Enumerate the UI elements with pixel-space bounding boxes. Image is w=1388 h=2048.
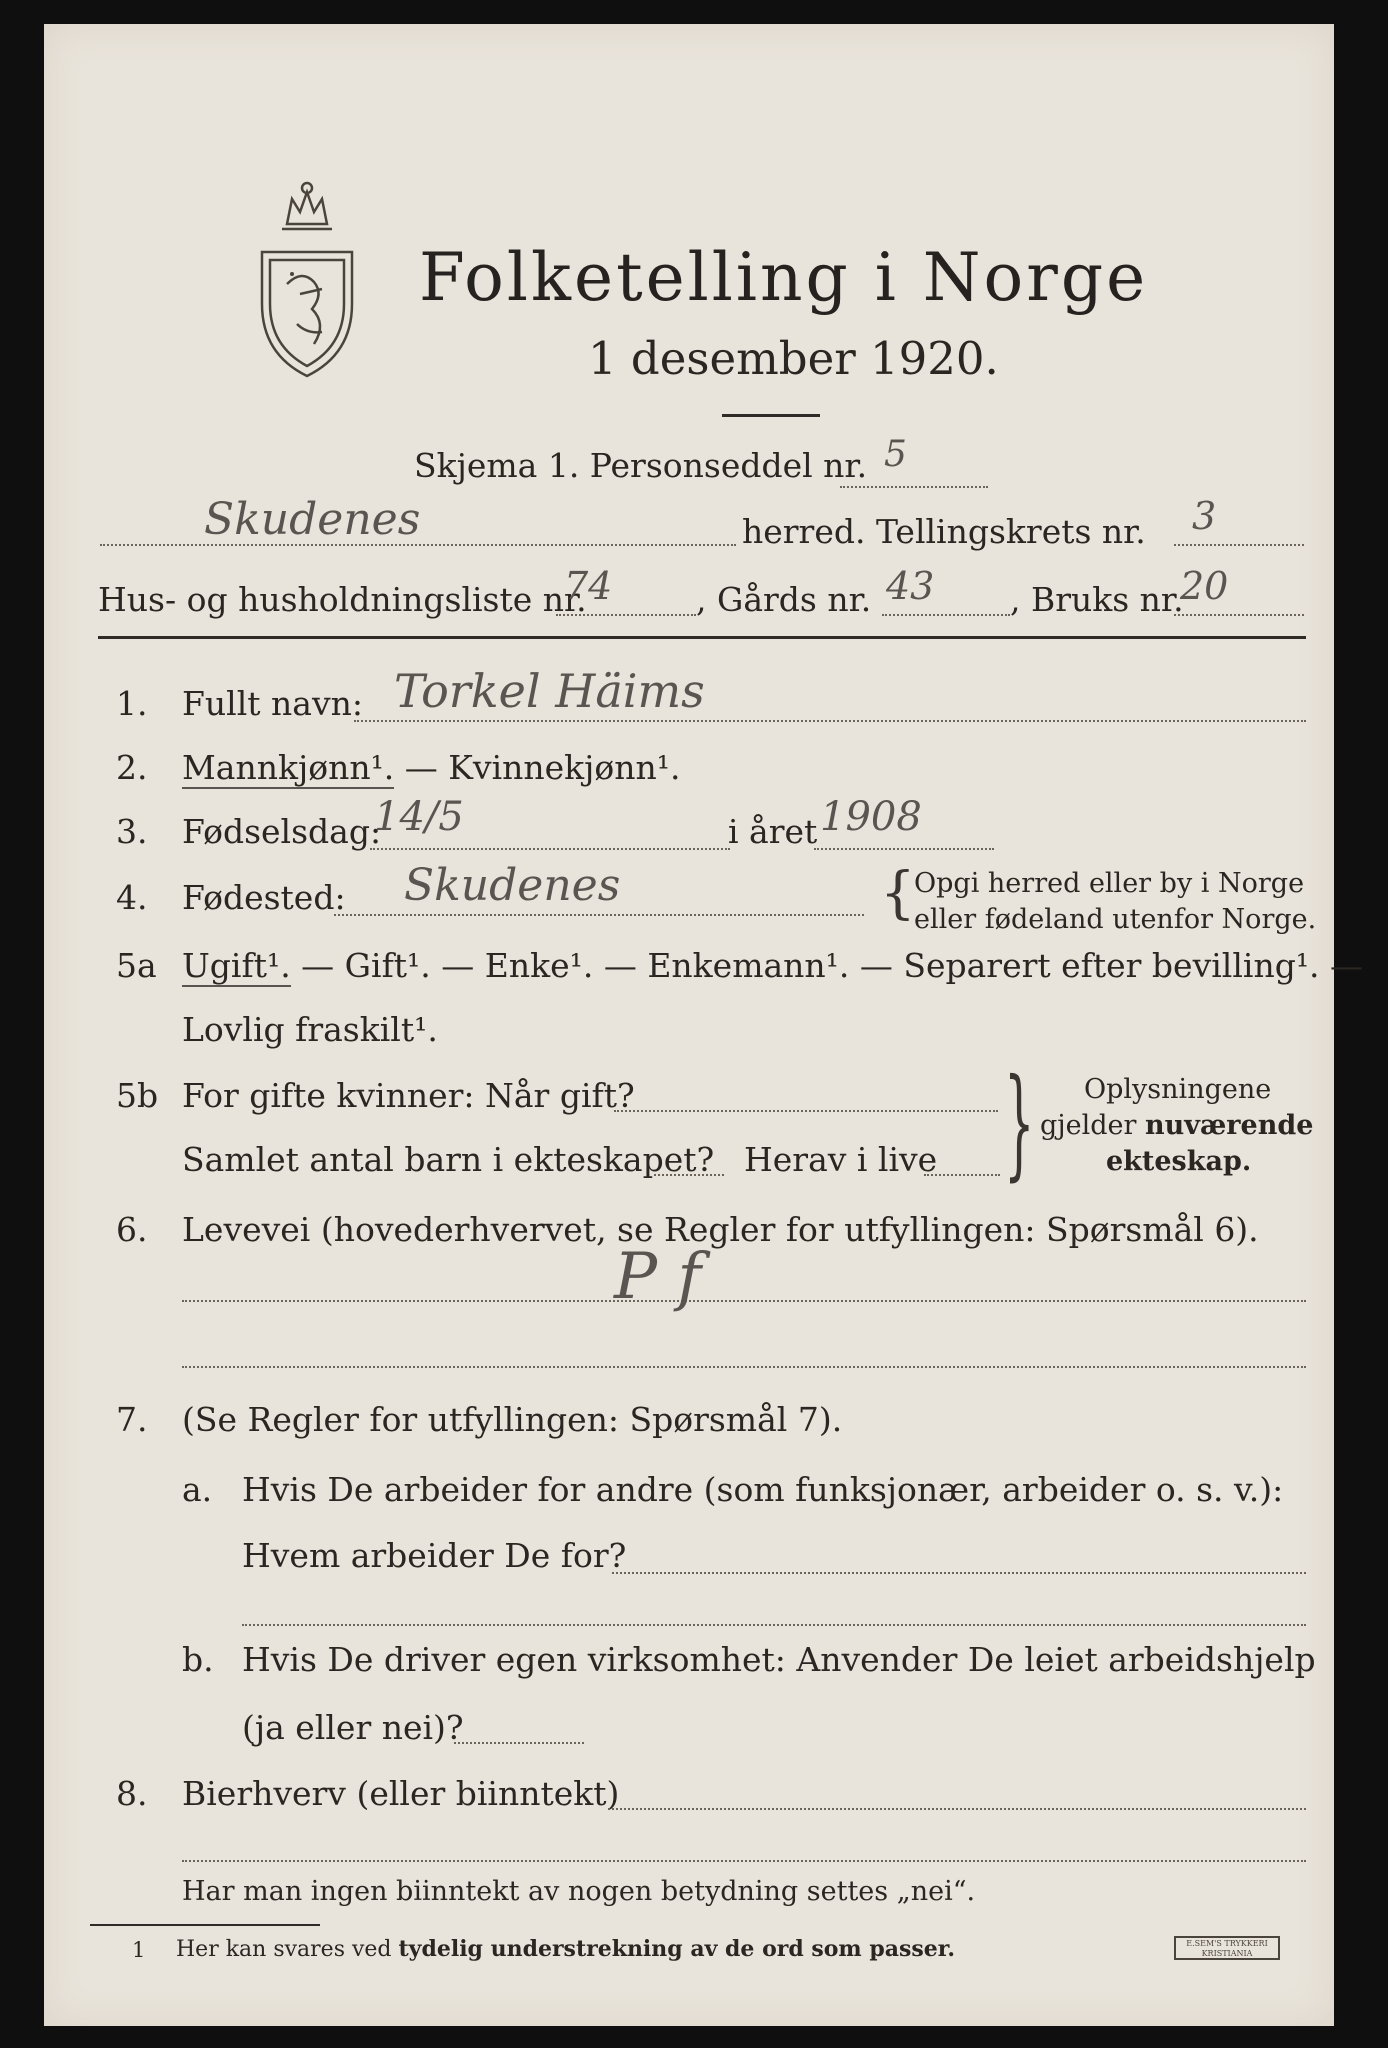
bruks-nr-field[interactable] xyxy=(1174,614,1304,616)
q5b-number: 5b xyxy=(116,1076,159,1115)
option-ugift-underlined[interactable]: Ugift¹. xyxy=(182,946,291,985)
gards-nr-field[interactable] xyxy=(882,614,1010,616)
husliste-nr-value: 74 xyxy=(564,564,613,608)
q5b-note-brace: } xyxy=(1004,1054,1035,1193)
employer-field-line1[interactable] xyxy=(612,1572,1306,1574)
footnote-divider xyxy=(90,1924,320,1926)
q4-note-line2: eller fødeland utenfor Norge. xyxy=(914,904,1317,935)
q5b-note-line2: gjelder nuværende xyxy=(1040,1110,1314,1141)
q7b-letter: b. xyxy=(182,1640,214,1679)
q4-label: Fødested: xyxy=(182,878,346,917)
husliste-label: Hus- og husholdningsliste nr. xyxy=(98,580,587,619)
q8-label: Bierhverv (eller biinntekt) xyxy=(182,1774,620,1813)
coat-of-arms-emblem xyxy=(252,174,362,384)
form-title: Folketelling i Norge xyxy=(419,239,1149,316)
q7-label: (Se Regler for utfyllingen: Spørsmål 7). xyxy=(182,1400,843,1439)
q3-label: Fødselsdag: xyxy=(182,812,382,851)
children-alive-field[interactable] xyxy=(924,1174,1000,1176)
hired-help-field[interactable] xyxy=(454,1742,584,1744)
side-income-field-line2[interactable] xyxy=(182,1860,1306,1862)
employer-field-line2[interactable] xyxy=(242,1624,1306,1626)
bruks-nr-value: 20 xyxy=(1180,564,1229,608)
married-when-field[interactable] xyxy=(614,1110,998,1112)
q1-number: 1. xyxy=(116,684,148,723)
occupation-value: P f xyxy=(614,1240,702,1314)
personseddel-nr-field[interactable] xyxy=(840,486,988,488)
q5b-label1: For gifte kvinner: Når gift? xyxy=(182,1076,635,1115)
q8-note: Har man ingen biinntekt av nogen betydning settes „nei“. xyxy=(182,1876,976,1907)
census-date: 1 desember 1920. xyxy=(588,332,999,385)
header-divider xyxy=(98,636,1306,639)
side-income-field-line1[interactable] xyxy=(608,1808,1306,1810)
skjema-label: Skjema 1. Personseddel nr. xyxy=(414,446,868,485)
q4-note-brace: { xyxy=(880,861,916,926)
q3-number: 3. xyxy=(116,812,148,851)
birth-year-value: 1908 xyxy=(820,794,922,840)
q7b-line2: (ja eller nei)? xyxy=(242,1708,464,1747)
q4-number: 4. xyxy=(116,878,148,917)
option-kvinnekjonn[interactable]: Kvinnekjønn¹. xyxy=(448,748,681,787)
q5b-note-line3: ekteskap. xyxy=(1106,1146,1252,1177)
birthplace-value: Skudenes xyxy=(404,860,621,911)
q5b-label3: Herav i live xyxy=(744,1140,938,1179)
occupation-field-line1[interactable] xyxy=(182,1300,1306,1302)
option-other-marital[interactable]: — Gift¹. — Enke¹. — Enkemann¹. — Separert efter bevilling¹. — xyxy=(290,946,1364,985)
q7-number: 7. xyxy=(116,1400,148,1439)
husliste-nr-field[interactable] xyxy=(556,614,696,616)
q5b-label2: Samlet antal barn i ekteskapet? xyxy=(182,1140,715,1179)
herred-handwritten-value: Skudenes xyxy=(204,494,421,545)
option-mannkjonn-underlined[interactable]: Mannkjønn¹. xyxy=(182,748,395,787)
occupation-field-line2[interactable] xyxy=(182,1366,1306,1368)
title-divider xyxy=(722,414,820,417)
full-name-field[interactable] xyxy=(354,720,1306,722)
gards-nr-value: 43 xyxy=(886,564,935,608)
q2-separator: — xyxy=(394,748,449,787)
printer-stamp: E.SEM'S TRYKKERI KRISTIANIA xyxy=(1174,1936,1280,1960)
birth-year-field[interactable] xyxy=(814,848,994,850)
gards-label: , Gårds nr. xyxy=(696,580,872,619)
q8-number: 8. xyxy=(116,1774,148,1813)
tellingskrets-nr-value: 3 xyxy=(1192,494,1217,538)
birthday-field[interactable] xyxy=(370,848,730,850)
q6-number: 6. xyxy=(116,1210,148,1249)
q5b-note-line1: Oplysningene xyxy=(1084,1074,1272,1105)
footnote-text: Her kan svares ved tydelig understrekning av de ord som passer. xyxy=(176,1936,956,1962)
q7a-letter: a. xyxy=(182,1470,213,1509)
q2-options xyxy=(182,748,681,787)
personseddel-nr-value: 5 xyxy=(884,434,907,475)
birthday-value: 14/5 xyxy=(374,794,464,840)
children-total-field[interactable] xyxy=(654,1174,724,1176)
q5a-options xyxy=(182,946,1363,985)
q4-note-line1: Opgi herred eller by i Norge xyxy=(914,868,1305,899)
birthplace-field[interactable] xyxy=(334,914,864,916)
q5a-number: 5a xyxy=(116,946,157,985)
footnote-mark: 1 xyxy=(132,1938,146,1962)
option-lovlig-fraskilt[interactable]: Lovlig fraskilt¹. xyxy=(182,1010,438,1049)
full-name-value: Torkel Häims xyxy=(394,664,705,718)
q7b-line1: Hvis De driver egen virksomhet: Anvender De leiet arbeidshjelp xyxy=(242,1640,1316,1679)
tellingskrets-nr-field[interactable] xyxy=(1174,544,1304,546)
q2-number: 2. xyxy=(116,748,148,787)
birth-year-label: i året xyxy=(728,812,818,851)
q6-label: Levevei (hovederhvervet, se Regler for utfyllingen: Spørsmål 6). xyxy=(182,1210,1259,1249)
bruks-label: , Bruks nr. xyxy=(1010,580,1184,619)
q1-label: Fullt navn: xyxy=(182,684,363,723)
q7a-line2: Hvem arbeider De for? xyxy=(242,1536,627,1575)
q7a-line1: Hvis De arbeider for andre (som funksjonær, arbeider o. s. v.): xyxy=(242,1470,1284,1509)
census-form-sheet xyxy=(44,24,1364,2026)
herred-label: herred. Tellingskrets nr. xyxy=(742,512,1146,551)
